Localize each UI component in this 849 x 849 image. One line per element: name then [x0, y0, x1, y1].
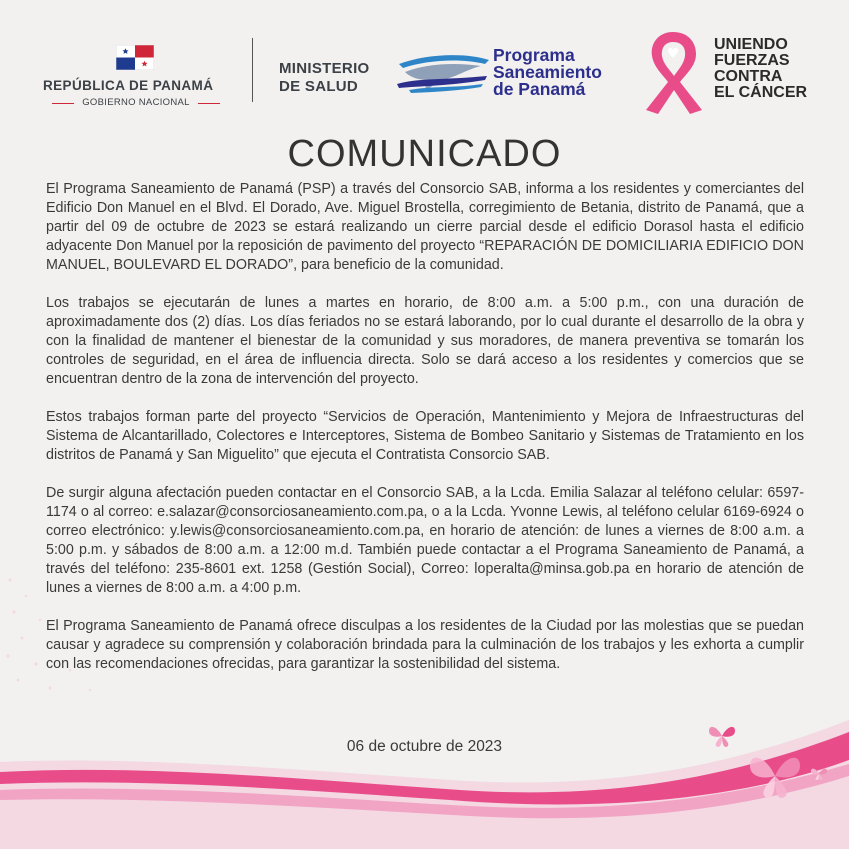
ministerio-logo-text [279, 60, 370, 96]
psp-dolphin-logo [395, 50, 491, 96]
ministerio-line-1: MINISTERIO [279, 60, 370, 77]
butterfly-icon-large [746, 748, 804, 804]
gobierno-subtitle: GOBIERNO NACIONAL [82, 97, 190, 108]
subtitle-rule-right [198, 103, 220, 104]
panama-flag-icon [116, 45, 154, 70]
pink-ribbon-icon [638, 26, 708, 116]
subtitle-rule-left [52, 103, 74, 104]
programa-line-3: de Panamá [493, 79, 586, 99]
paragraph-1: El Programa Saneamiento de Panamá (PSP) a través del Consorcio SAB, informa a los residentes y comerciantes del Edificio Don Manuel en el Blvd. El Dorado, Ave. Miguel Brostella, corregimiento de Betania, distrito de Panamá, que a partir del 09 de octubre de 2023 se estará realizando un cierre parcial desde el edificio Dorasol hasta el edificio adyacente Don Manuel por la reposición de pavimento del proyecto “REPARACIÓN DE DOMICILIARIA EDIFICIO DON MANUEL, BOULEVARD EL DORADO”, para beneficio de la comunidad. [46, 181, 804, 273]
header [0, 0, 849, 125]
campaign-line-4: EL CÁNCER [714, 84, 808, 101]
communique-date: 06 de octubre de 2023 [346, 738, 503, 755]
campaign-text [714, 37, 807, 101]
header-divider [252, 38, 253, 102]
page-title: COMUNICADO [287, 133, 562, 175]
programa-logo-text [493, 47, 602, 98]
gobierno-subtitle-group [52, 97, 220, 109]
programa-line-1: Programa [493, 45, 575, 65]
butterfly-icon-small [810, 766, 828, 782]
republica-title: REPÚBLICA DE PANAMÁ [43, 78, 214, 93]
paragraph-5: El Programa Saneamiento de Panamá ofrece disculpas a los residentes de la Ciudad por las molestias que se puedan causar y agradece su comprensión y colaboración brindada para la culminación de los trabajos y les exhorta a cumplir con las recomendaciones ofrecidas, para garantizar la sostenibilidad del sistema. [46, 618, 804, 672]
paragraph-3: Estos trabajos forman parte del proyecto “Servicios de Operación, Mantenimiento y Mejora de Infraestructuras del Sistema de Alcantarillado, Colectores e Interceptores, Sistema de Bombeo Sanitario y Sistemas de Tratamiento en los distritos de Panamá y San Miguelito” que ejecuta el Contratista Consorcio SAB. [46, 409, 804, 463]
communique-body [46, 180, 804, 693]
paragraph-2: Los trabajos se ejecutarán de lunes a martes en horario, de 8:00 a.m. a 5:00 p.m., con una duración de aproximadamente dos (2) días. Los días feriados no se estará laborando, por lo cual durante el desarrollo de la obra y con la finalidad de mantener el bienestar de la comunidad y sus moradores, de manera preventiva se tomarán los controles de seguridad, en el área de influencia directa. Solo se dará acceso a los residentes y comercios que se encuentran dentro de la zona de intervención del proyecto. [46, 295, 804, 387]
ministerio-line-2: DE SALUD [279, 78, 359, 95]
programa-line-2: Saneamiento [493, 62, 602, 82]
campaign-line-2: FUERZAS [714, 52, 790, 69]
paragraph-4: De surgir alguna afectación pueden contactar en el Consorcio SAB, a la Lcda. Emilia Salazar al teléfono celular: 6597-1174 o al correo: e.salazar@consorciosaneamiento.com.pa, o a la Lcda. Yvonne Lewis, al teléfono celular 6169-6924 o correo electrónico: y.lewis@consorciosaneamiento.com.pa, en horario de atención: de lunes a viernes de 8:00 a.m. a 5:00 p.m. y sábados de 8:00 a.m. a 12:00 m.d. También puede contactar a el Programa Saneamiento de Panamá, a través del teléfono: 235-8601 ext. 1258 (Gestión Social), Correo: loperalta@minsa.gob.pa en horario de atención de lunes a viernes de 8:00 a.m. a 4:00 p.m. [46, 485, 804, 596]
campaign-line-1: UNIENDO [714, 36, 788, 53]
campaign-line-3: CONTRA [714, 68, 783, 85]
